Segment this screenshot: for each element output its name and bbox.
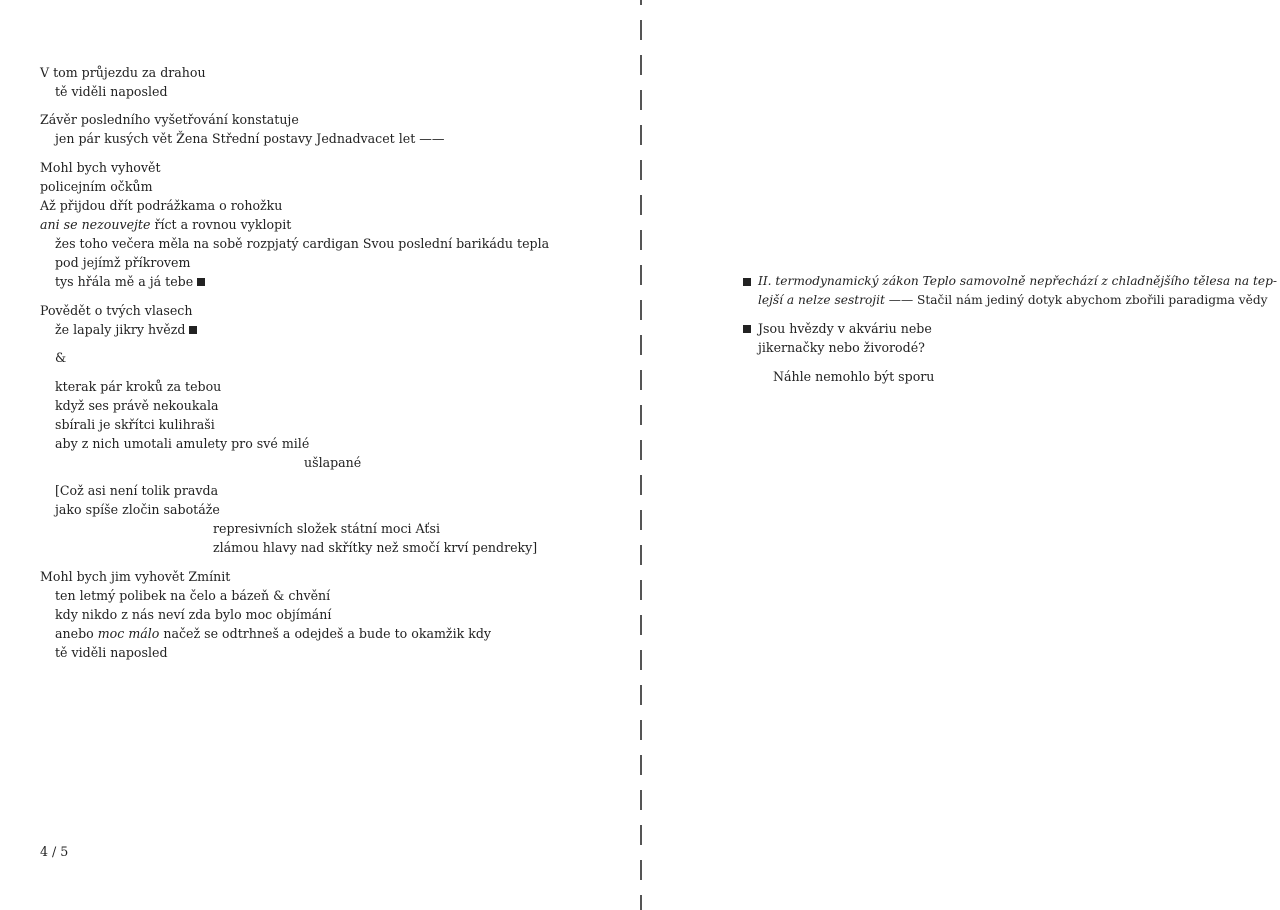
note-square-bullet [743, 278, 751, 286]
poem-line: kdy nikdo z nás neví zda bylo moc objímání [55, 607, 332, 622]
poem-line [40, 215, 291, 234]
footnote-square-marker [189, 326, 197, 334]
poem-line: jen pár kusých vět Žena Střední postavy Jednadvacet let —— [55, 131, 445, 146]
poem-line: když ses právě nekoukala [55, 398, 219, 413]
italic-law-text: lejší a nelze sestrojit [758, 293, 885, 307]
note-line: jikernačky nebo živorodé? [758, 340, 925, 355]
poem-line: sbírali je skřítci kulihraši [55, 417, 215, 432]
right-page [641, 0, 1280, 910]
poem-line: V tom průjezdu za drahou [40, 65, 206, 80]
poem-line: policejním očkům [40, 179, 153, 194]
poem-line: Závěr posledního vyšetřování konstatuje [40, 112, 299, 127]
page-number: 4 / 5 [40, 844, 69, 859]
poem-line: represivních složek státní moci Aťsi [213, 521, 440, 536]
poem-line: ten letmý polibek na čelo a bázeň & chvění [55, 588, 331, 603]
poem-line-text: že lapaly jikry hvězd [55, 322, 186, 337]
italic-phrase: ani se nezouvejte [40, 217, 151, 232]
poem-line-text: tys hřála mě a já tebe [55, 274, 194, 289]
note-line [758, 291, 1268, 310]
poem-line [55, 272, 205, 291]
italic-law-text: II. termodynamický zákon Teplo samovolně nepřechází z chladnějšího tělesa na tep- [758, 274, 1278, 288]
ampersand-separator: & [55, 350, 67, 365]
poem-line: Mohl bych vyhovět [40, 160, 161, 175]
poem-line: jako spíše zločin sabotáže [55, 502, 220, 517]
note-line-rest: —— Stačil nám jediný dotyk abychom zbořili paradigma vědy [884, 293, 1268, 307]
poem-line: Povědět o tvých vlasech [40, 303, 193, 318]
note-line: Náhle nemohlo být sporu [773, 369, 935, 384]
poem-line: kterak pár kroků za tebou [55, 379, 222, 394]
poem-line [55, 624, 491, 643]
poem-line: pod jejímž příkrovem [55, 255, 191, 270]
poem-line: aby z nich umotali amulety pro své milé [55, 436, 310, 451]
poem-line: Mohl bych jim vyhovět Zmínit [40, 569, 231, 584]
poem-line-rest: říct a rovnou vyklopit [150, 217, 292, 232]
poem-line: zlámou hlavy nad skřítky než smočí krví pendreky] [213, 540, 538, 555]
note-square-bullet [743, 325, 751, 333]
note-line [758, 272, 1277, 291]
footnote-square-marker [197, 278, 205, 286]
poem-line: tě viděli naposled [55, 645, 168, 660]
poem-line-rest: načež se odtrhneš a odejdeš a bude to okamžik kdy [159, 626, 492, 641]
note-line: Jsou hvězdy v akváriu nebe [758, 321, 932, 336]
poem-line-pre: anebo [55, 626, 98, 641]
poem-line: Až přijdou dřít podrážkama o rohožku [40, 198, 283, 213]
poem-line: [Což asi není tolik pravda [55, 483, 219, 498]
italic-phrase: moc málo [97, 626, 160, 641]
poem-line: tě viděli naposled [55, 84, 168, 99]
poem-line: ušlapané [304, 455, 362, 470]
poem-line [55, 320, 197, 339]
poem-line: žes toho večera měla na sobě rozpjatý cardigan Svou poslední barikádu tepla [55, 236, 550, 251]
